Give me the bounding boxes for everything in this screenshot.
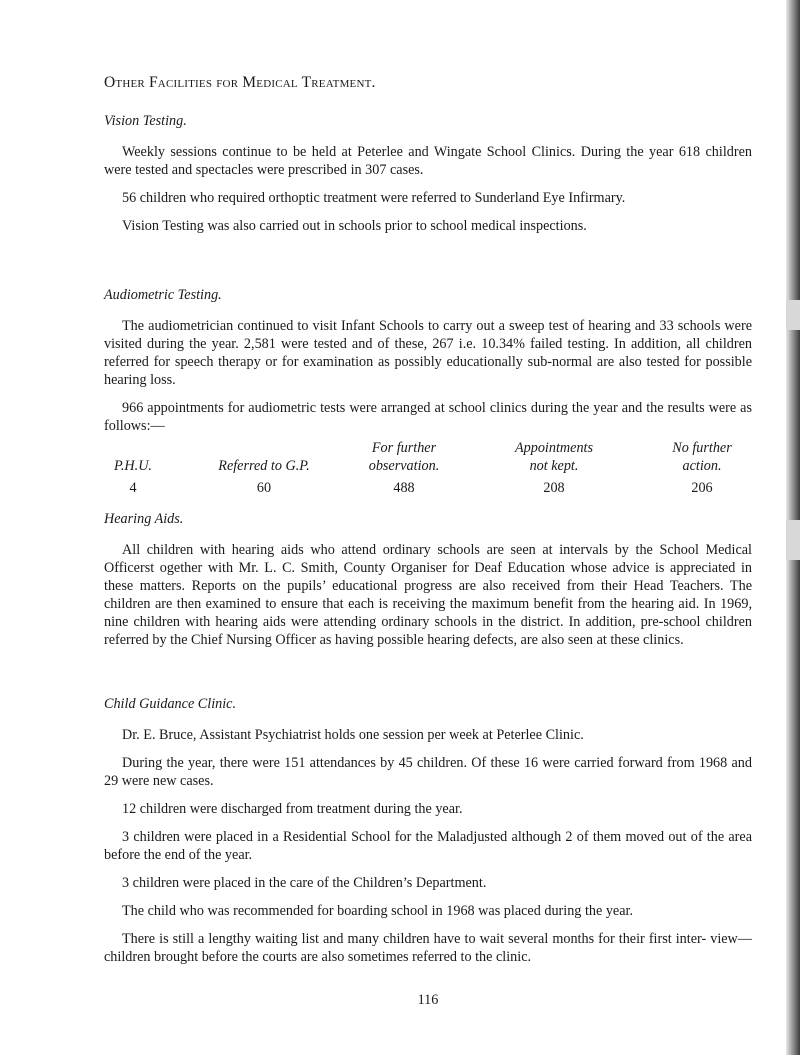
column-header: not kept. bbox=[529, 458, 579, 474]
column-header-line1 bbox=[98, 439, 168, 457]
column-header-line1 bbox=[194, 439, 334, 457]
column-header: Referred to G.P. bbox=[218, 458, 310, 474]
section-audiometric-testing bbox=[104, 286, 752, 496]
paragraph: 3 children were placed in a Residential School for the Maladjusted although 2 of them moved out of the area before the end of the year. bbox=[104, 829, 752, 863]
section-title: Vision Testing. bbox=[104, 113, 187, 129]
results-table bbox=[104, 439, 752, 496]
section-vision-testing bbox=[104, 112, 752, 245]
column-header-line1: For further bbox=[371, 440, 437, 456]
table-column bbox=[652, 439, 752, 497]
column-header-line1: No further bbox=[672, 440, 732, 456]
section-title: Hearing Aids. bbox=[104, 511, 184, 527]
page-edge-notch bbox=[786, 300, 800, 330]
paragraph: 966 appointments for audiometric tests were arranged at school clinics during the year and the results were as follows:— bbox=[104, 400, 752, 434]
paragraph: There is still a lengthy waiting list and many children have to wait several months for their first inter- view—children brought before the courts are also sometimes referred to the clinic. bbox=[104, 931, 752, 965]
paragraph: 12 children were discharged from treatment during the year. bbox=[122, 801, 463, 817]
paragraph: Dr. E. Bruce, Assistant Psychiatrist holds one session per week at Peterlee Clinic. bbox=[122, 727, 584, 743]
page-edge-notch bbox=[786, 520, 800, 560]
paragraph: During the year, there were 151 attendances by 45 children. Of these 16 were carried forward from 1968 and 29 were new cases. bbox=[104, 755, 752, 789]
column-value: 4 bbox=[129, 480, 137, 496]
paragraph: 56 children who required orthoptic treatment were referred to Sunderland Eye Infirmary. bbox=[122, 190, 626, 206]
column-header: action. bbox=[682, 458, 722, 474]
paragraph: The audiometrician continued to visit Infant Schools to carry out a sweep test of hearing and 33 schools were visited during the year. 2,581 were tested and of these, 267 i.e. 10.34% failed testing. In addition, all children referred for speech therapy or for examination as possibly educationally sub-normal are also tested for possible hearing loss. bbox=[104, 318, 752, 388]
section-title: Audiometric Testing. bbox=[104, 287, 222, 303]
table-column bbox=[194, 439, 334, 497]
table-column bbox=[494, 439, 614, 497]
column-value: 206 bbox=[691, 480, 713, 496]
paragraph: The child who was recommended for boarding school in 1968 was placed during the year. bbox=[122, 903, 633, 919]
section-child-guidance-clinic bbox=[104, 695, 752, 976]
scanned-page-edge bbox=[786, 0, 800, 1055]
paragraph: 3 children were placed in the care of the Children’s Department. bbox=[122, 875, 487, 891]
column-value: 60 bbox=[256, 480, 272, 496]
column-header-line1: Appointments bbox=[514, 440, 594, 456]
section-title: Child Guidance Clinic. bbox=[104, 696, 237, 712]
page-number: 116 bbox=[417, 992, 439, 1008]
column-header: observation. bbox=[368, 458, 440, 474]
paragraph: Weekly sessions continue to be held at Peterlee and Wingate School Clinics. During the year 618 children were tested and spectacles were prescribed in 307 cases. bbox=[104, 144, 752, 178]
table-column bbox=[349, 439, 459, 497]
column-value: 208 bbox=[543, 480, 565, 496]
column-value: 488 bbox=[393, 480, 415, 496]
paragraph: Vision Testing was also carried out in schools prior to school medical inspections. bbox=[122, 218, 587, 234]
paragraph: All children with hearing aids who attend ordinary schools are seen at intervals by the School Medical Officerst ogether with Mr. L. C. Smith, County Organiser for Deaf Education whose advice is appreciated in these matters. Reports on the pupils’ educational progress are also received from their Head Teachers. The children are then examined to ensure that each is receiving the maximum benefit from the hearing aid. In 1969, nine children with hearing aids were attending ordinary schools in the district. In addition, pre-school children referred by the Chief Nursing Officer as having possible hearing defects, are also seen at these clinics. bbox=[104, 542, 752, 648]
page-heading: Other Facilities for Medical Treatment. bbox=[104, 74, 376, 91]
column-header: P.H.U. bbox=[114, 458, 152, 474]
section-hearing-aids bbox=[104, 510, 752, 659]
table-column bbox=[98, 439, 168, 497]
